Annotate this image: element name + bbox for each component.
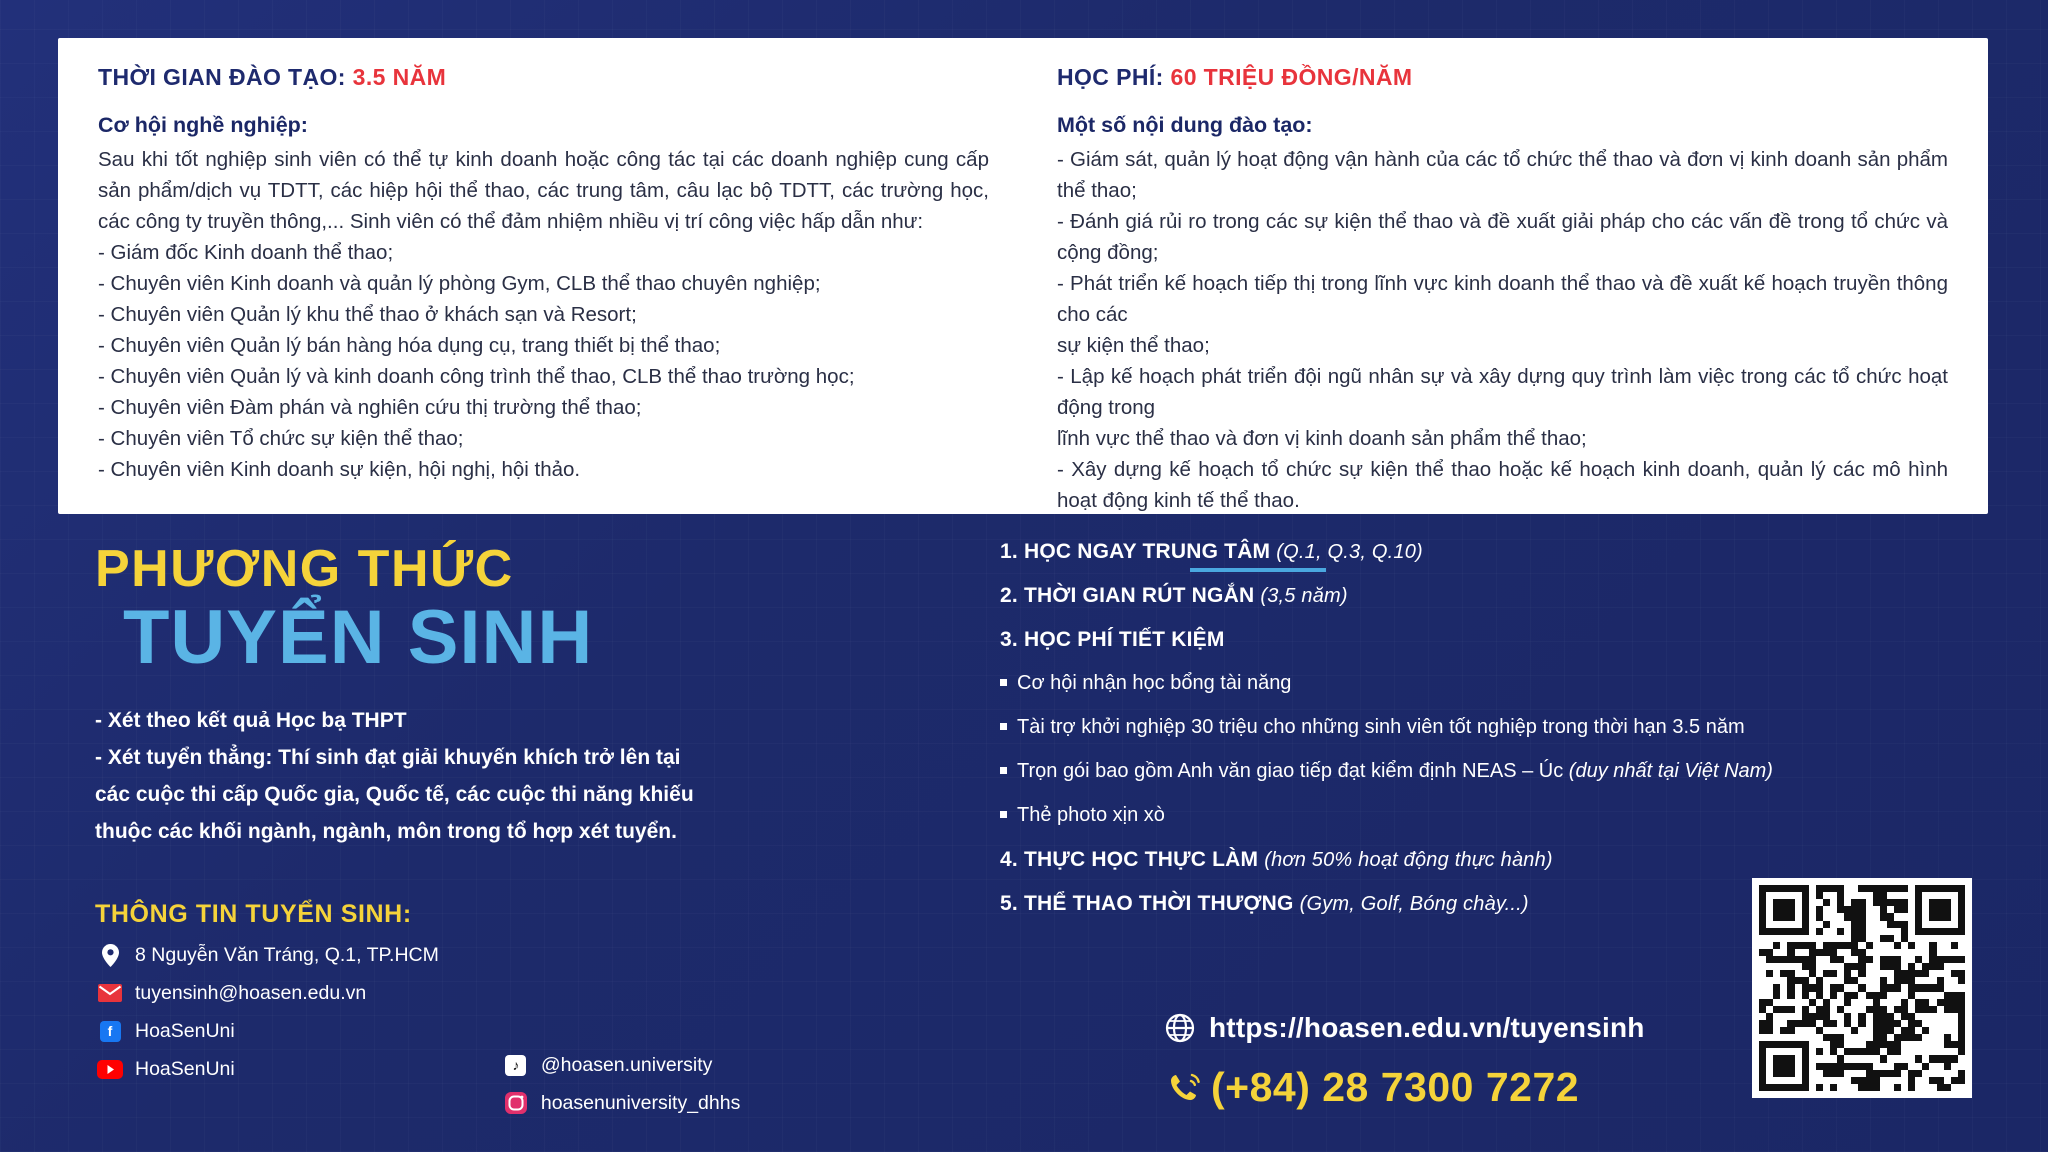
benefit-number: 2. — [1000, 584, 1018, 607]
benefits-block — [1000, 540, 1920, 936]
admission-line: thuộc các khối ngành, ngành, môn trong tổ hợp xét tuyển. — [95, 820, 677, 843]
curriculum-item: - Đánh giá rủi ro trong các sự kiện thể thao và đề xuất giải pháp cho các vấn đề trong tổ chức và cộng đồng; — [1057, 210, 1948, 264]
contact-tiktok-text: @hoasen.university — [540, 1053, 713, 1076]
admission-title-line1: PHƯƠNG THỨC — [95, 540, 514, 598]
benefit-number: 1. — [1000, 540, 1018, 563]
youtube-icon — [95, 1057, 125, 1081]
info-card-right-column — [1023, 64, 1948, 512]
benefit-number: 3. — [1000, 628, 1018, 651]
phone-icon — [1165, 1068, 1205, 1108]
contact-email[interactable] — [95, 981, 439, 1005]
benefit-numbered-item — [1000, 628, 1920, 652]
bullet-square-icon — [1000, 811, 1007, 818]
career-item: - Chuyên viên Quản lý khu thể thao ở khách sạn và Resort; — [98, 303, 637, 326]
benefit-numbered-item — [1000, 848, 1920, 872]
website-row[interactable] — [1165, 1012, 1645, 1044]
admission-method-block — [95, 540, 975, 1115]
career-item: - Chuyên viên Kinh doanh và quản lý phòng Gym, CLB thể thao chuyên nghiệp; — [98, 272, 821, 295]
benefit-note: (3,5 năm) — [1260, 585, 1348, 607]
contact-column-primary — [95, 929, 439, 1115]
benefit-bullet-item — [1000, 760, 1920, 783]
qr-code[interactable] — [1752, 878, 1972, 1098]
instagram-icon — [501, 1091, 531, 1115]
admission-title-line2: TUYỂN SINH — [123, 595, 594, 680]
qr-code-grid — [1759, 885, 1965, 1091]
duration-heading — [98, 64, 989, 91]
contact-instagram[interactable] — [501, 1091, 740, 1115]
benefit-note: (Q.1, Q.3, Q.10) — [1276, 541, 1423, 563]
tuition-label: HỌC PHÍ: — [1057, 64, 1164, 90]
location-pin-icon — [95, 943, 125, 967]
contact-facebook-text: HoaSenUni — [135, 1019, 235, 1042]
benefit-bullet-text: Trọn gói bao gồm Anh văn giao tiếp đạt kiểm định NEAS – Úc — [1017, 760, 1569, 782]
email-icon — [95, 981, 125, 1005]
contact-email-text: tuyensinh@hoasen.edu.vn — [135, 981, 367, 1004]
curriculum-item: sự kiện thể thao; — [1057, 334, 1210, 357]
curriculum-item: lĩnh vực thể thao và đơn vị kinh doanh sản phẩm thể thao; — [1057, 427, 1587, 450]
accent-underline — [1190, 568, 1326, 572]
career-item: - Chuyên viên Kinh doanh sự kiện, hội nghị, hội thảo. — [98, 458, 581, 481]
contact-tiktok[interactable] — [501, 1053, 740, 1077]
benefit-number: 4. — [1000, 848, 1018, 871]
benefit-numbered-item — [1000, 540, 1920, 564]
info-card-left-column — [98, 64, 1023, 494]
curriculum-item: - Xây dựng kế hoạch tổ chức sự kiện thể thao hoặc kế hoạch kinh doanh, quản lý các mô hình hoạt động kinh tế thể thao. — [1057, 458, 1948, 512]
career-item: - Chuyên viên Tổ chức sự kiện thể thao; — [98, 427, 464, 450]
website-text: https://hoasen.edu.vn/tuyensinh — [1209, 1012, 1645, 1043]
benefit-note: (hơn 50% hoạt động thực hành) — [1264, 849, 1553, 871]
benefit-bullet-item — [1000, 716, 1920, 739]
benefit-label: THỜI GIAN RÚT NGẮN — [1023, 584, 1255, 607]
tuition-value: 60 TRIỆU ĐỒNG/NĂM — [1170, 64, 1413, 90]
admission-line: các cuộc thi cấp Quốc gia, Quốc tế, các cuộc thi năng khiếu — [95, 783, 694, 806]
globe-icon — [1165, 1013, 1195, 1043]
benefit-label: HỌC NGAY TRUNG TÂM — [1023, 540, 1271, 563]
curriculum-item: - Giám sát, quản lý hoạt động vận hành của các tổ chức thể thao và đơn vị kinh doanh sản phẩm thể thao; — [1057, 148, 1948, 202]
contact-section-title: THÔNG TIN TUYỂN SINH: — [95, 900, 412, 928]
benefit-bullet-note: (duy nhất tại Việt Nam) — [1568, 760, 1773, 782]
benefit-note: (Gym, Golf, Bóng chày...) — [1299, 893, 1529, 915]
benefit-label: THỂ THAO THỜI THƯỢNG — [1023, 892, 1294, 915]
benefit-bullet-text: Tài trợ khởi nghiệp 30 triệu cho những sinh viên tốt nghiệp trong thời hạn 3.5 năm — [1017, 716, 1745, 738]
bullet-square-icon — [1000, 767, 1007, 774]
bullet-square-icon — [1000, 723, 1007, 730]
contact-facebook[interactable] — [95, 1019, 439, 1043]
admission-line: - Xét tuyển thẳng: Thí sinh đạt giải khuyến khích trở lên tại — [95, 746, 681, 769]
curriculum-subheading: Một số nội dung đào tạo: — [1057, 113, 1313, 137]
bullet-square-icon — [1000, 679, 1007, 686]
contact-address-text: 8 Nguyễn Văn Tráng, Q.1, TP.HCM — [135, 943, 439, 966]
curriculum-item: - Phát triển kế hoạch tiếp thị trong lĩnh vực kinh doanh thể thao và đề xuất kế hoạch truyền thông cho các — [1057, 272, 1948, 326]
career-item: - Chuyên viên Quản lý bán hàng hóa dụng cụ, trang thiết bị thể thao; — [98, 334, 721, 357]
curriculum-item: - Lập kế hoạch phát triển đội ngũ nhân sự và xây dựng quy trình làm việc trong các tổ chức hoạt động trong — [1057, 365, 1948, 419]
career-item: - Chuyên viên Quản lý và kinh doanh công trình thể thao, CLB thể thao trường học; — [98, 365, 855, 388]
contact-columns — [95, 929, 975, 1115]
admission-line: - Xét theo kết quả Học bạ THPT — [95, 709, 407, 732]
duration-label: THỜI GIAN ĐÀO TẠO: — [98, 64, 346, 90]
contact-youtube[interactable] — [95, 1057, 439, 1081]
benefit-bullet-text: Cơ hội nhận học bổng tài năng — [1017, 672, 1292, 694]
contact-instagram-text: hoasenuniversity_dhhs — [540, 1091, 741, 1114]
career-item: - Giám đốc Kinh doanh thể thao; — [98, 241, 394, 264]
phone-text: (+84) 28 7300 7272 — [1211, 1064, 1580, 1110]
facebook-icon: f — [95, 1019, 125, 1043]
contact-youtube-text: HoaSenUni — [135, 1057, 235, 1080]
contact-address — [95, 943, 439, 967]
benefit-label: HỌC PHÍ TIẾT KIỆM — [1023, 628, 1225, 651]
career-subheading: Cơ hội nghề nghiệp: — [98, 113, 308, 137]
career-paragraph: Sau khi tốt nghiệp sinh viên có thể tự kinh doanh hoặc công tác tại các doanh nghiệp cung cấp sản phẩm/dịch vụ TDTT, các hiệp hội thể thao, các trung tâm, câu lạc bộ TDTT, các trường học, các công ty truyền thông,... Sinh viên có thể đảm nhiệm nhiều vị trí công việc hấp dẫn như: — [98, 148, 989, 233]
tuition-heading — [1057, 64, 1948, 91]
contact-column-secondary — [501, 929, 740, 1115]
benefit-bullet-item — [1000, 672, 1920, 695]
duration-value: 3.5 NĂM — [352, 64, 447, 90]
info-card — [58, 38, 1988, 514]
benefit-label: THỰC HỌC THỰC LÀM — [1023, 848, 1259, 871]
career-item: - Chuyên viên Đàm phán và nghiên cứu thị trường thể thao; — [98, 396, 642, 419]
benefit-numbered-item — [1000, 584, 1920, 608]
phone-row[interactable] — [1165, 1064, 1579, 1111]
benefit-bullet-text: Thẻ photo xịn xò — [1017, 804, 1165, 826]
benefit-bullet-item — [1000, 804, 1920, 827]
admission-method-lines — [95, 702, 975, 850]
benefit-number: 5. — [1000, 892, 1018, 915]
tiktok-icon: ♪ — [501, 1053, 531, 1077]
